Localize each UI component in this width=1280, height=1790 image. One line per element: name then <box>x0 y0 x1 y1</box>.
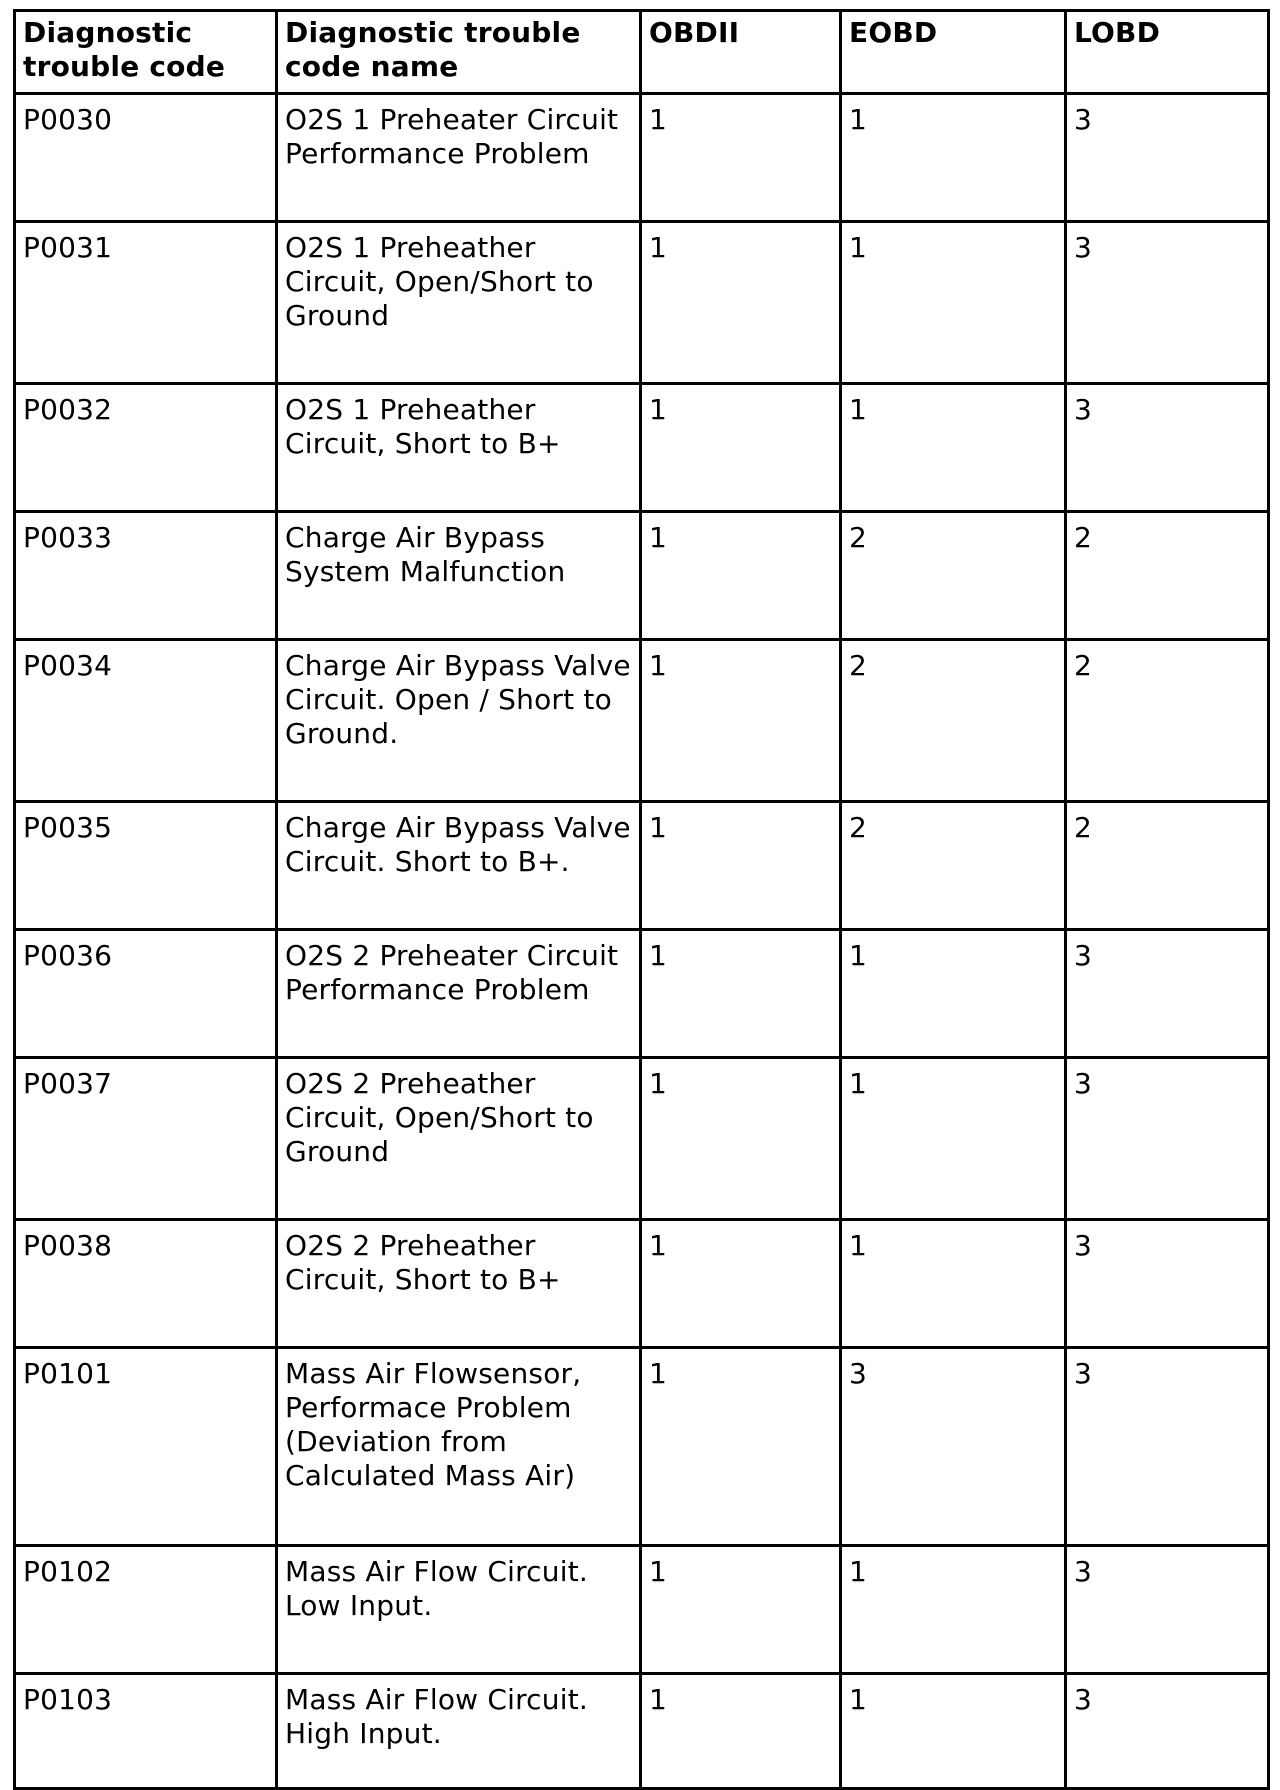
cell-lobd: 3 <box>1066 1058 1269 1220</box>
table-row <box>15 1348 1269 1546</box>
cell-name: O2S 2 Preheater Circuit Performance Problem <box>277 930 641 1058</box>
cell-name: Mass Air Flowsensor, Performace Problem (Deviation from Calculated Mass Air) <box>277 1348 641 1546</box>
table-row <box>15 1674 1269 1789</box>
table-row <box>15 1220 1269 1348</box>
cell-lobd: 3 <box>1066 1220 1269 1348</box>
cell-lobd: 3 <box>1066 222 1269 384</box>
cell-lobd: 2 <box>1066 802 1269 930</box>
cell-eobd: 1 <box>841 94 1066 222</box>
cell-lobd: 3 <box>1066 1674 1269 1789</box>
document-page <box>13 9 1270 1790</box>
cell-eobd: 2 <box>841 640 1066 802</box>
cell-obdii: 1 <box>641 1348 841 1546</box>
cell-code: P0034 <box>15 640 277 802</box>
cell-code: P0032 <box>15 384 277 512</box>
table-row <box>15 1058 1269 1220</box>
header-dtc-code: Diagnostic trouble code <box>15 11 277 94</box>
table-row <box>15 384 1269 512</box>
table-header-row <box>15 11 1269 94</box>
cell-eobd: 1 <box>841 1220 1066 1348</box>
cell-lobd: 3 <box>1066 1348 1269 1546</box>
cell-code: P0037 <box>15 1058 277 1220</box>
cell-eobd: 1 <box>841 1674 1066 1789</box>
cell-obdii: 1 <box>641 1674 841 1789</box>
header-eobd: EOBD <box>841 11 1066 94</box>
cell-obdii: 1 <box>641 930 841 1058</box>
cell-obdii: 1 <box>641 512 841 640</box>
table-row <box>15 1546 1269 1674</box>
cell-code: P0038 <box>15 1220 277 1348</box>
cell-code: P0033 <box>15 512 277 640</box>
cell-lobd: 3 <box>1066 94 1269 222</box>
cell-obdii: 1 <box>641 94 841 222</box>
table-row <box>15 94 1269 222</box>
cell-eobd: 2 <box>841 512 1066 640</box>
cell-name: Charge Air Bypass System Malfunction <box>277 512 641 640</box>
header-dtc-name: Diagnostic trouble code name <box>277 11 641 94</box>
cell-lobd: 2 <box>1066 640 1269 802</box>
cell-eobd: 1 <box>841 1546 1066 1674</box>
cell-code: P0036 <box>15 930 277 1058</box>
cell-obdii: 1 <box>641 1058 841 1220</box>
cell-obdii: 1 <box>641 1220 841 1348</box>
cell-name: O2S 1 Preheather Circuit, Open/Short to Ground <box>277 222 641 384</box>
cell-eobd: 1 <box>841 930 1066 1058</box>
table-row <box>15 222 1269 384</box>
cell-obdii: 1 <box>641 802 841 930</box>
cell-name: Mass Air Flow Circuit. High Input. <box>277 1674 641 1789</box>
cell-lobd: 3 <box>1066 1546 1269 1674</box>
cell-obdii: 1 <box>641 384 841 512</box>
cell-eobd: 2 <box>841 802 1066 930</box>
cell-name: Mass Air Flow Circuit. Low Input. <box>277 1546 641 1674</box>
cell-code: P0031 <box>15 222 277 384</box>
header-obdii: OBDII <box>641 11 841 94</box>
cell-obdii: 1 <box>641 640 841 802</box>
cell-eobd: 3 <box>841 1348 1066 1546</box>
table-row <box>15 512 1269 640</box>
cell-lobd: 3 <box>1066 384 1269 512</box>
cell-name: Charge Air Bypass Valve Circuit. Short to B+. <box>277 802 641 930</box>
cell-obdii: 1 <box>641 222 841 384</box>
cell-name: Charge Air Bypass Valve Circuit. Open / Short to Ground. <box>277 640 641 802</box>
cell-name: O2S 2 Preheather Circuit, Short to B+ <box>277 1220 641 1348</box>
table-row <box>15 802 1269 930</box>
cell-name: O2S 1 Preheather Circuit, Short to B+ <box>277 384 641 512</box>
table-row <box>15 930 1269 1058</box>
cell-eobd: 1 <box>841 384 1066 512</box>
table-row <box>15 640 1269 802</box>
header-lobd: LOBD <box>1066 11 1269 94</box>
cell-lobd: 3 <box>1066 930 1269 1058</box>
cell-eobd: 1 <box>841 222 1066 384</box>
cell-code: P0030 <box>15 94 277 222</box>
cell-obdii: 1 <box>641 1546 841 1674</box>
cell-code: P0035 <box>15 802 277 930</box>
cell-eobd: 1 <box>841 1058 1066 1220</box>
cell-code: P0102 <box>15 1546 277 1674</box>
cell-name: O2S 1 Preheater Circuit Performance Problem <box>277 94 641 222</box>
cell-code: P0103 <box>15 1674 277 1789</box>
cell-name: O2S 2 Preheather Circuit, Open/Short to Ground <box>277 1058 641 1220</box>
cell-lobd: 2 <box>1066 512 1269 640</box>
cell-code: P0101 <box>15 1348 277 1546</box>
dtc-table <box>13 9 1270 1790</box>
